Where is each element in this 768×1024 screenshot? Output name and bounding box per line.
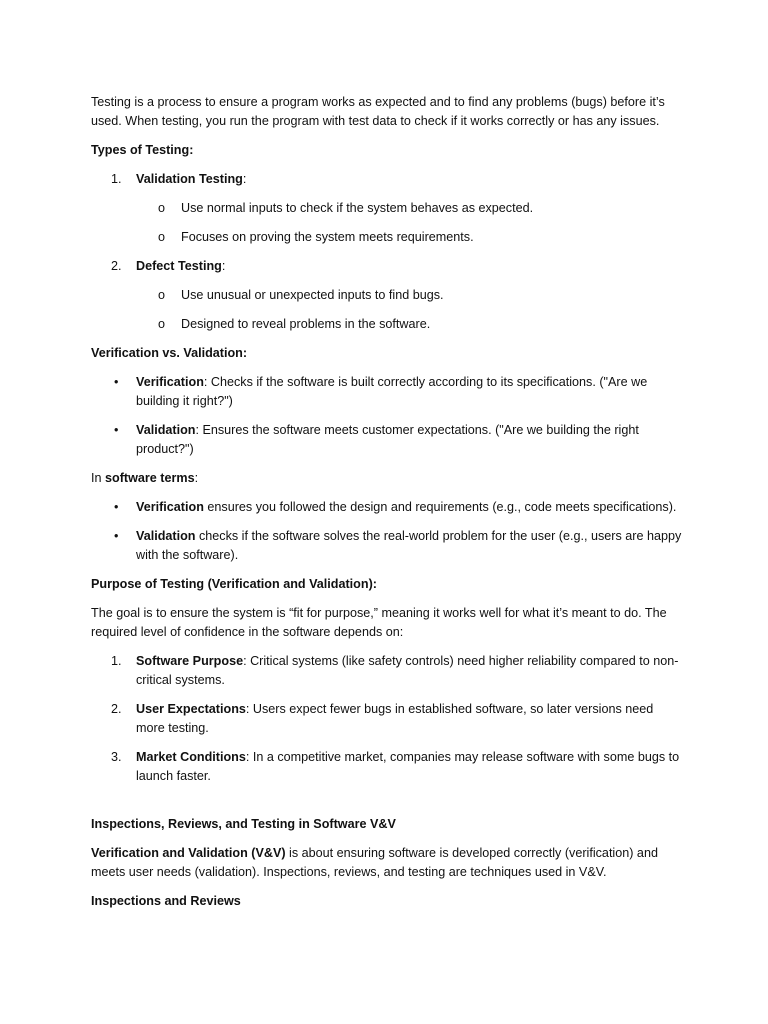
bullet-marker: • xyxy=(114,529,119,543)
software-terms-prefix: In xyxy=(91,471,106,485)
list-item xyxy=(91,748,683,786)
sub-marker: o xyxy=(158,288,166,302)
item-text: : Critical systems (like safety controls) need higher reliability compared to non-critical systems. xyxy=(136,654,679,687)
list-number: 1. xyxy=(111,654,122,668)
item-text: : Users expect fewer bugs in established software, so later versions need more testing. xyxy=(136,702,654,735)
bullet-marker: • xyxy=(114,375,119,389)
inspections-subheading: Inspections and Reviews xyxy=(91,894,241,908)
bullet-item xyxy=(91,373,683,411)
item-term: Market Conditions xyxy=(136,750,246,764)
list-number: 1. xyxy=(111,172,122,186)
item-term: Validation xyxy=(136,423,196,437)
sub-marker: o xyxy=(158,201,166,215)
sub-item-text: Use unusual or unexpected inputs to find bugs. xyxy=(181,288,444,302)
sub-list-item xyxy=(91,228,683,247)
intro-paragraph: Testing is a process to ensure a program works as expected and to find any problems (bugs) before it’s used. When testing, you run the program with test data to check if it works correctly or has any issues. xyxy=(91,95,665,128)
software-terms-line xyxy=(91,469,683,488)
bullet-marker: • xyxy=(114,500,119,514)
list-item xyxy=(91,652,683,690)
inspections-heading: Inspections, Reviews, and Testing in Software V&V xyxy=(91,817,396,831)
bullet-marker: • xyxy=(114,423,119,437)
sub-item-text: Focuses on proving the system meets requirements. xyxy=(181,230,474,244)
item-suffix: : xyxy=(221,259,226,273)
item-term: Validation xyxy=(136,529,196,543)
vv-text: is about ensuring software is developed correctly (verification) and meets user needs (validation). Inspections, reviews, and testing are techniques used in V&V. xyxy=(91,846,658,879)
item-text: checks if the software solves the real-world problem for the user (e.g., users are happy with the software). xyxy=(136,529,682,562)
item-text: : In a competitive market, companies may release software with some bugs to launch faster. xyxy=(136,750,680,783)
sub-marker: o xyxy=(158,230,166,244)
software-terms-bold: software terms xyxy=(105,471,195,485)
list-number: 2. xyxy=(111,259,122,273)
list-item xyxy=(91,170,683,189)
item-text: ensures you followed the design and requirements (e.g., code meets specifications). xyxy=(203,500,677,514)
item-term: Software Purpose xyxy=(136,654,244,668)
types-heading: Types of Testing: xyxy=(91,143,194,157)
item-text: : Ensures the software meets customer expectations. ("Are we building the right product?") xyxy=(136,423,639,456)
purpose-heading: Purpose of Testing (Verification and Validation): xyxy=(91,577,377,591)
vv-term: Verification and Validation (V&V) xyxy=(91,846,286,860)
list-item xyxy=(91,257,683,276)
item-suffix: : xyxy=(242,172,247,186)
software-terms-suffix: : xyxy=(194,471,199,485)
list-number: 3. xyxy=(111,750,122,764)
blank-line xyxy=(91,796,683,815)
bullet-item xyxy=(91,498,683,517)
vv-heading: Verification vs. Validation: xyxy=(91,346,248,360)
sub-list-item xyxy=(91,286,683,305)
vv-paragraph xyxy=(91,844,683,882)
item-term: Defect Testing xyxy=(136,259,222,273)
bullet-item xyxy=(91,527,683,565)
item-term: User Expectations xyxy=(136,702,246,716)
item-term: Verification xyxy=(136,375,204,389)
sub-list-item xyxy=(91,315,683,334)
list-item xyxy=(91,700,683,738)
item-text: : Checks if the software is built correctly according to its specifications. ("Are we building it right?") xyxy=(136,375,648,408)
sub-list-item xyxy=(91,199,683,218)
sub-marker: o xyxy=(158,317,166,331)
sub-item-text: Designed to reveal problems in the software. xyxy=(181,317,431,331)
bullet-item xyxy=(91,421,683,459)
sub-item-text: Use normal inputs to check if the system behaves as expected. xyxy=(181,201,534,215)
purpose-paragraph: The goal is to ensure the system is “fit for purpose,” meaning it works well for what it’s meant to do. The required level of confidence in the software depends on: xyxy=(91,606,667,639)
document-page xyxy=(91,93,683,921)
item-term: Validation Testing xyxy=(136,172,243,186)
list-number: 2. xyxy=(111,702,122,716)
item-term: Verification xyxy=(136,500,204,514)
